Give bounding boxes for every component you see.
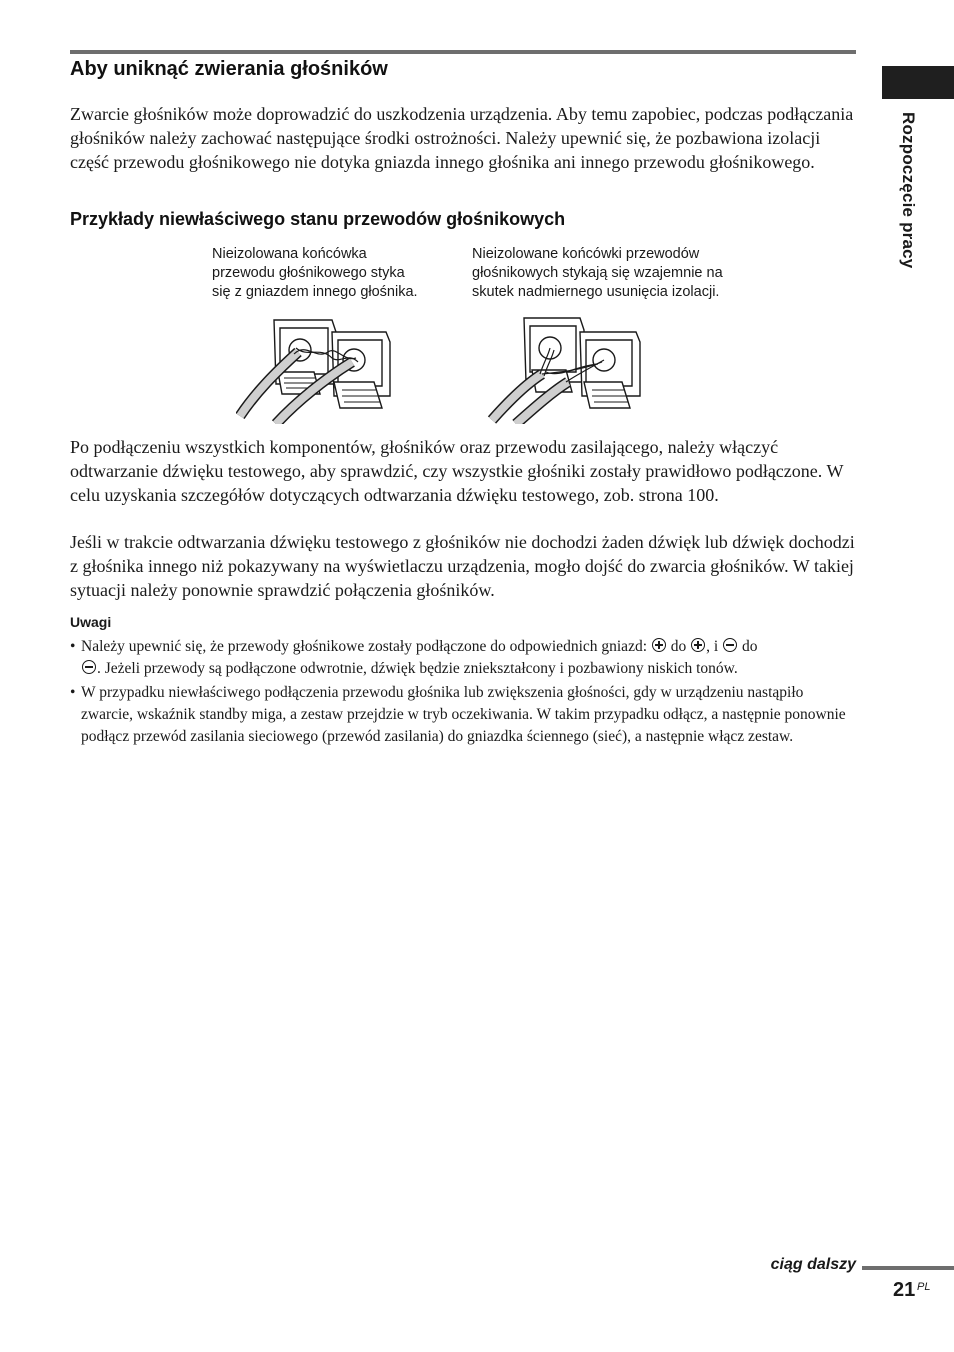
page-number: 21 xyxy=(893,1279,916,1301)
notes-title: Uwagi xyxy=(70,614,112,630)
plus-terminal-icon xyxy=(691,638,705,652)
note-item-polarity: • Należy upewnić się, że przewody głośnikowe zostały podłączone do odpowiednich gniazd: do , i do . Jeżeli przewody są podłączone odwrotnie, dźwięk będzie zniekształcony i pozbawiony niskich tonów. xyxy=(70,638,758,677)
minus-terminal-icon xyxy=(82,660,96,674)
section-heading: Aby uniknąć zwierania głośników xyxy=(70,58,388,80)
figure-caption-1: Nieizolowana końcówka przewodu głośnikowego styka się z gniazdem innego głośnika. xyxy=(212,246,418,300)
continued-label: ciąg dalszy xyxy=(770,1256,856,1273)
notes-list xyxy=(70,636,856,750)
page-language-code: PL xyxy=(917,1281,931,1293)
top-rule xyxy=(70,50,856,54)
intro-paragraph: Zwarcie głośników może doprowadzić do uszkodzenia urządzenia. Aby temu zapobiec, podczas podłączania głośników należy zachować następujące środki ostrożności. Należy upewnić się, że pozbawiona izolacji część przewodu głośnikowego nie dotyka gniazda innego głośnika ani innego przewodu głośnikowego. xyxy=(70,104,854,172)
section-tab-label: Rozpoczęcie pracy xyxy=(899,112,918,269)
sub-heading: Przykłady niewłaściwego stanu przewodów głośnikowych xyxy=(70,209,566,229)
test-tone-paragraph: Po podłączeniu wszystkich komponentów, głośników oraz przewodu zasilającego, należy włączyć odtwarzanie dźwięku testowego, aby sprawdzić, czy wszystkie głośniki zostały prawidłowo podłączone. W celu uzyskania szczegółów dotyczących odtwarzania dźwięku testowego, zob. strona 100. xyxy=(70,437,844,505)
bullet: • xyxy=(70,638,76,655)
speaker-terminal-short-illustration xyxy=(236,312,406,424)
footer-rule xyxy=(862,1266,954,1270)
section-tab-marker xyxy=(882,66,954,99)
note-item-standby: • W przypadku niewłaściwego podłączenia przewodu głośnika lub zwiększenia głośności, gdy w urządzeniu nastąpiło zwarcie, wskaźnik standby miga, a zestaw przejdzie w tryb oczekiwania. W takim przypadku odłącz, a następnie ponownie podłącz przewód zasilania sieciowego (przewód zasilania) do gniazdka ściennego (sieć), a następnie włącz zestaw. xyxy=(70,684,846,745)
short-circuit-paragraph: Jeśli w trakcie odtwarzania dźwięku testowego z głośników nie dochodzi żaden dźwięk lub dźwięk dochodzi z głośnika innego niż pokazywany na wyświetlaczu urządzenia, mogło dojść do zwarcia głośników. W takiej sytuacji należy ponownie sprawdzić połączenia głośników. xyxy=(70,532,855,600)
minus-terminal-icon xyxy=(723,638,737,652)
plus-terminal-icon xyxy=(652,638,666,652)
bullet: • xyxy=(70,684,76,701)
speaker-wires-touching-illustration xyxy=(486,312,656,424)
figure-caption-2: Nieizolowane końcówki przewodów głośnikowych stykają się wzajemnie na skutek nadmiernego usunięcia izolacji. xyxy=(472,246,723,300)
